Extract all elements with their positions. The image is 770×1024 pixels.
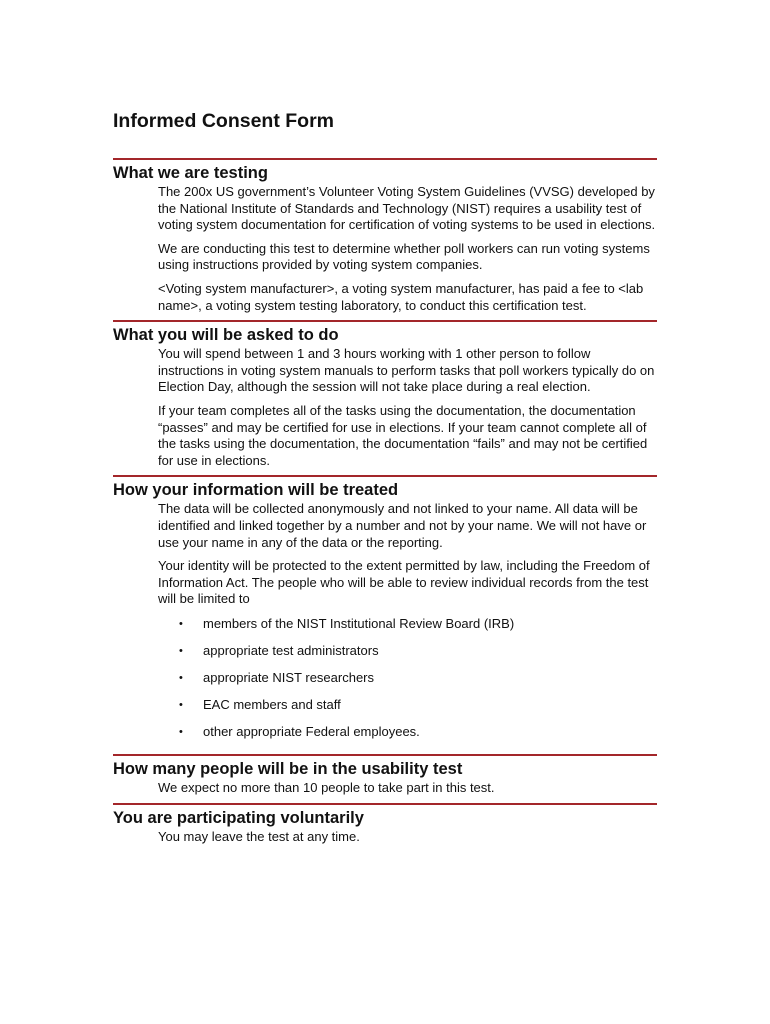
list-item: [158, 616, 657, 633]
section-what-we-are-testing: [113, 158, 657, 314]
paragraph: We are conducting this test to determine whether poll workers can run voting systems using instructions provided by voting system companies.: [158, 240, 650, 273]
bullet-icon: •: [179, 698, 183, 711]
section-body: [158, 501, 657, 740]
paragraph: <Voting system manufacturer>, a voting system manufacturer, has paid a fee to <lab name>, a voting system testing laboratory, to conduct this certification test.: [158, 280, 644, 313]
section-what-you-will-be-asked-to-do: [113, 320, 657, 469]
paragraph: Your identity will be protected to the extent permitted by law, including the Freedom of Information Act. The people who will be able to review individual records from the test will be limited to: [158, 558, 650, 607]
list-item-text: appropriate test administrators: [203, 642, 379, 658]
paragraph: The data will be collected anonymously and not linked to your name. All data will be identified and linked together by a number and not by your name. We will not have or use your name in any of the data or the reporting.: [158, 501, 647, 550]
section-heading: You are participating voluntarily: [113, 809, 364, 827]
paragraph: If your team completes all of the tasks using the documentation, the documentation “passes” and may be certified for use in elections. If your team cannot complete all of the tasks using the documentation, the documentation “fails” and may not be certified for use in elections.: [158, 402, 648, 468]
section-how-your-information-will-be-treated: [113, 475, 657, 740]
section-body: [158, 780, 657, 797]
bullet-icon: •: [179, 671, 183, 684]
list-item-text: appropriate NIST researchers: [203, 669, 375, 685]
section-heading: How many people will be in the usability test: [113, 760, 463, 779]
list-item-text: EAC members and staff: [203, 696, 341, 712]
bullet-icon: •: [179, 644, 183, 657]
document-title: Informed Consent Form: [113, 110, 335, 132]
authorized-reviewers-list: [158, 616, 657, 741]
section-body: [158, 829, 657, 846]
section-heading: What we are testing: [113, 164, 268, 182]
list-item: [158, 643, 657, 660]
paragraph: You will spend between 1 and 3 hours working with 1 other person to follow instructions in voting system manuals to perform tasks that poll workers typically do on Election Day, although the session will not take place during a real election.: [158, 346, 655, 395]
list-item-text: other appropriate Federal employees.: [203, 723, 420, 739]
paragraph: We expect no more than 10 people to take part in this test.: [158, 780, 495, 796]
section-body: [158, 184, 657, 314]
bullet-icon: •: [179, 725, 183, 738]
list-item-text: members of the NIST Institutional Review Board (IRB): [203, 615, 515, 631]
section-body: [158, 346, 657, 469]
section-how-many-people: [113, 754, 657, 797]
section-participating-voluntarily: [113, 803, 657, 846]
section-heading: What you will be asked to do: [113, 326, 339, 345]
bullet-icon: •: [179, 617, 183, 630]
section-heading: How your information will be treated: [113, 481, 399, 500]
paragraph: You may leave the test at any time.: [158, 829, 360, 844]
list-item: [158, 697, 657, 714]
list-item: [158, 670, 657, 687]
list-item: [158, 724, 657, 741]
paragraph: The 200x US government’s Volunteer Voting System Guidelines (VVSG) developed by the National Institute of Standards and Technology (NIST) requires a usability test of voting system documentation for certification of voting systems to be used in elections.: [158, 184, 656, 233]
